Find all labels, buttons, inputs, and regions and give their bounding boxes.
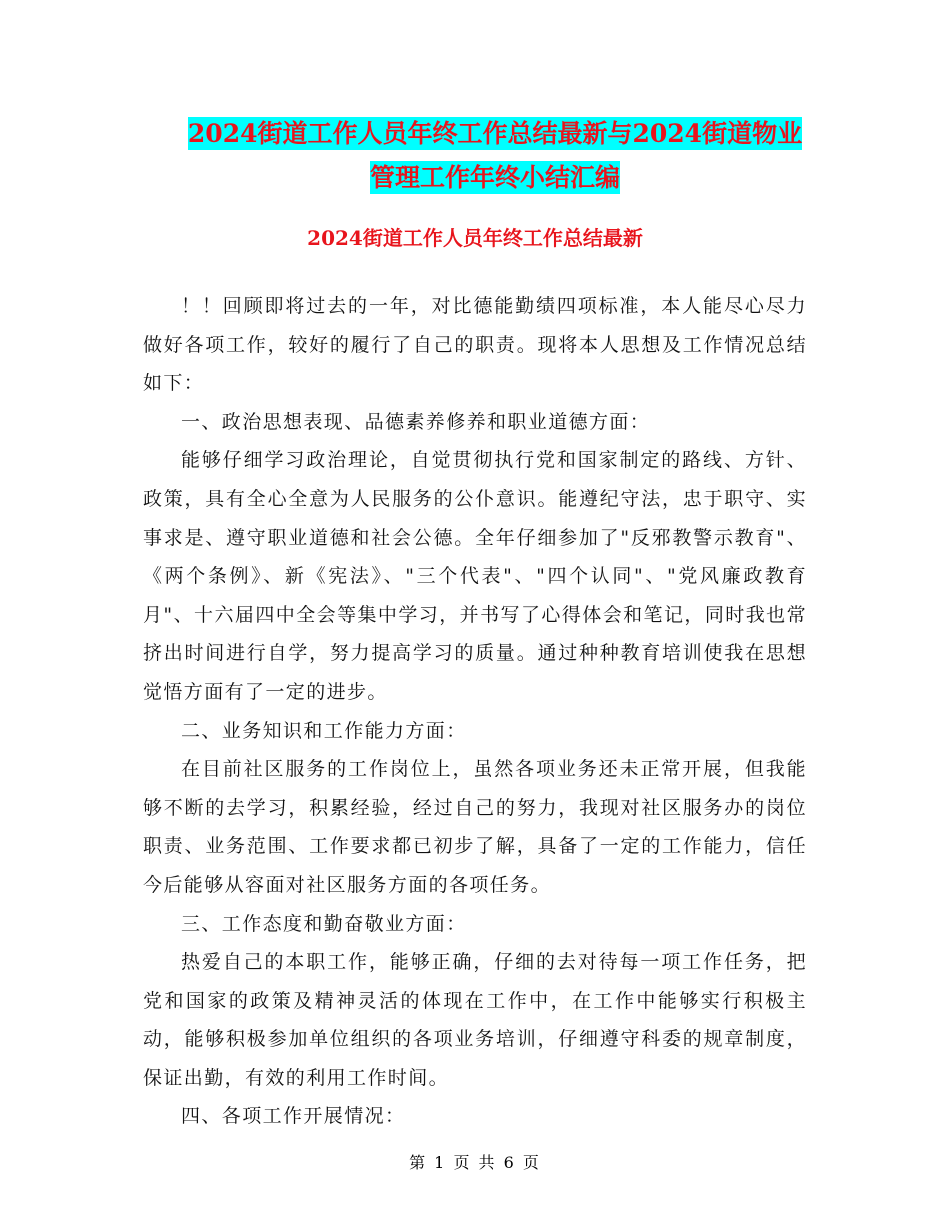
paragraph-intro: ！！回顾即将过去的一年，对比德能勤绩四项标准，本人能尽心尽力做好各项工作，较好的履行了自己的职责。现将本人思想及工作情况总结如下： bbox=[143, 295, 807, 395]
document-title bbox=[140, 112, 850, 200]
document-body bbox=[143, 287, 807, 1136]
document-title-line-1: 2024街道工作人员年终工作总结最新与2024街道物业 bbox=[187, 119, 803, 148]
paragraph-heading-3: 三、工作态度和勤奋敬业方面： bbox=[181, 912, 467, 935]
paragraph-political: 能够仔细学习政治理论，自觉贯彻执行党和国家制定的路线、方针、政策，具有全心全意为人民服务的公仆意识。能遵纪守法，忠于职守、实事求是、遵守职业道德和社会公德。全年仔细参加了"反邪教警示教育"、《两个条例》、新《宪法》、"三个代表"、"四个认同"、"党风廉政教育月"、十六届四中全会等集中学习，并书写了心得体会和笔记，同时我也常挤出时间进行自学，努力提高学习的质量。通过种种教育培训使我在思想觉悟方面有了一定的进步。 bbox=[143, 449, 807, 703]
paragraph-business: 在目前社区服务的工作岗位上，虽然各项业务还未正常开展，但我能够不断的去学习，积累经验，经过自己的努力，我现对社区服务办的岗位职责、业务范围、工作要求都已初步了解，具备了一定的工作能力，信任今后能够从容面对社区服务方面的各项任务。 bbox=[143, 758, 807, 896]
document-title-line-2: 管理工作年终小结汇编 bbox=[369, 163, 620, 192]
section-heading: 2024街道工作人员年终工作总结最新 bbox=[307, 226, 643, 250]
page-footer: 第 1 页 共 6 页 bbox=[409, 1153, 541, 1172]
paragraph-attitude: 热爱自己的本职工作，能够正确，仔细的去对待每一项工作任务，把党和国家的政策及精神灵活的体现在工作中，在工作中能够实行积极主动，能够积极参加单位组织的各项业务培训，仔细遵守科委的规章制度，保证出勤，有效的利用工作时间。 bbox=[143, 951, 807, 1089]
paragraph-heading-1: 一、政治思想表现、品德素养修养和职业道德方面： bbox=[181, 410, 651, 433]
paragraph-heading-4: 四、各项工作开展情况： bbox=[181, 1105, 406, 1128]
paragraph-heading-2: 二、业务知识和工作能力方面： bbox=[181, 719, 467, 742]
